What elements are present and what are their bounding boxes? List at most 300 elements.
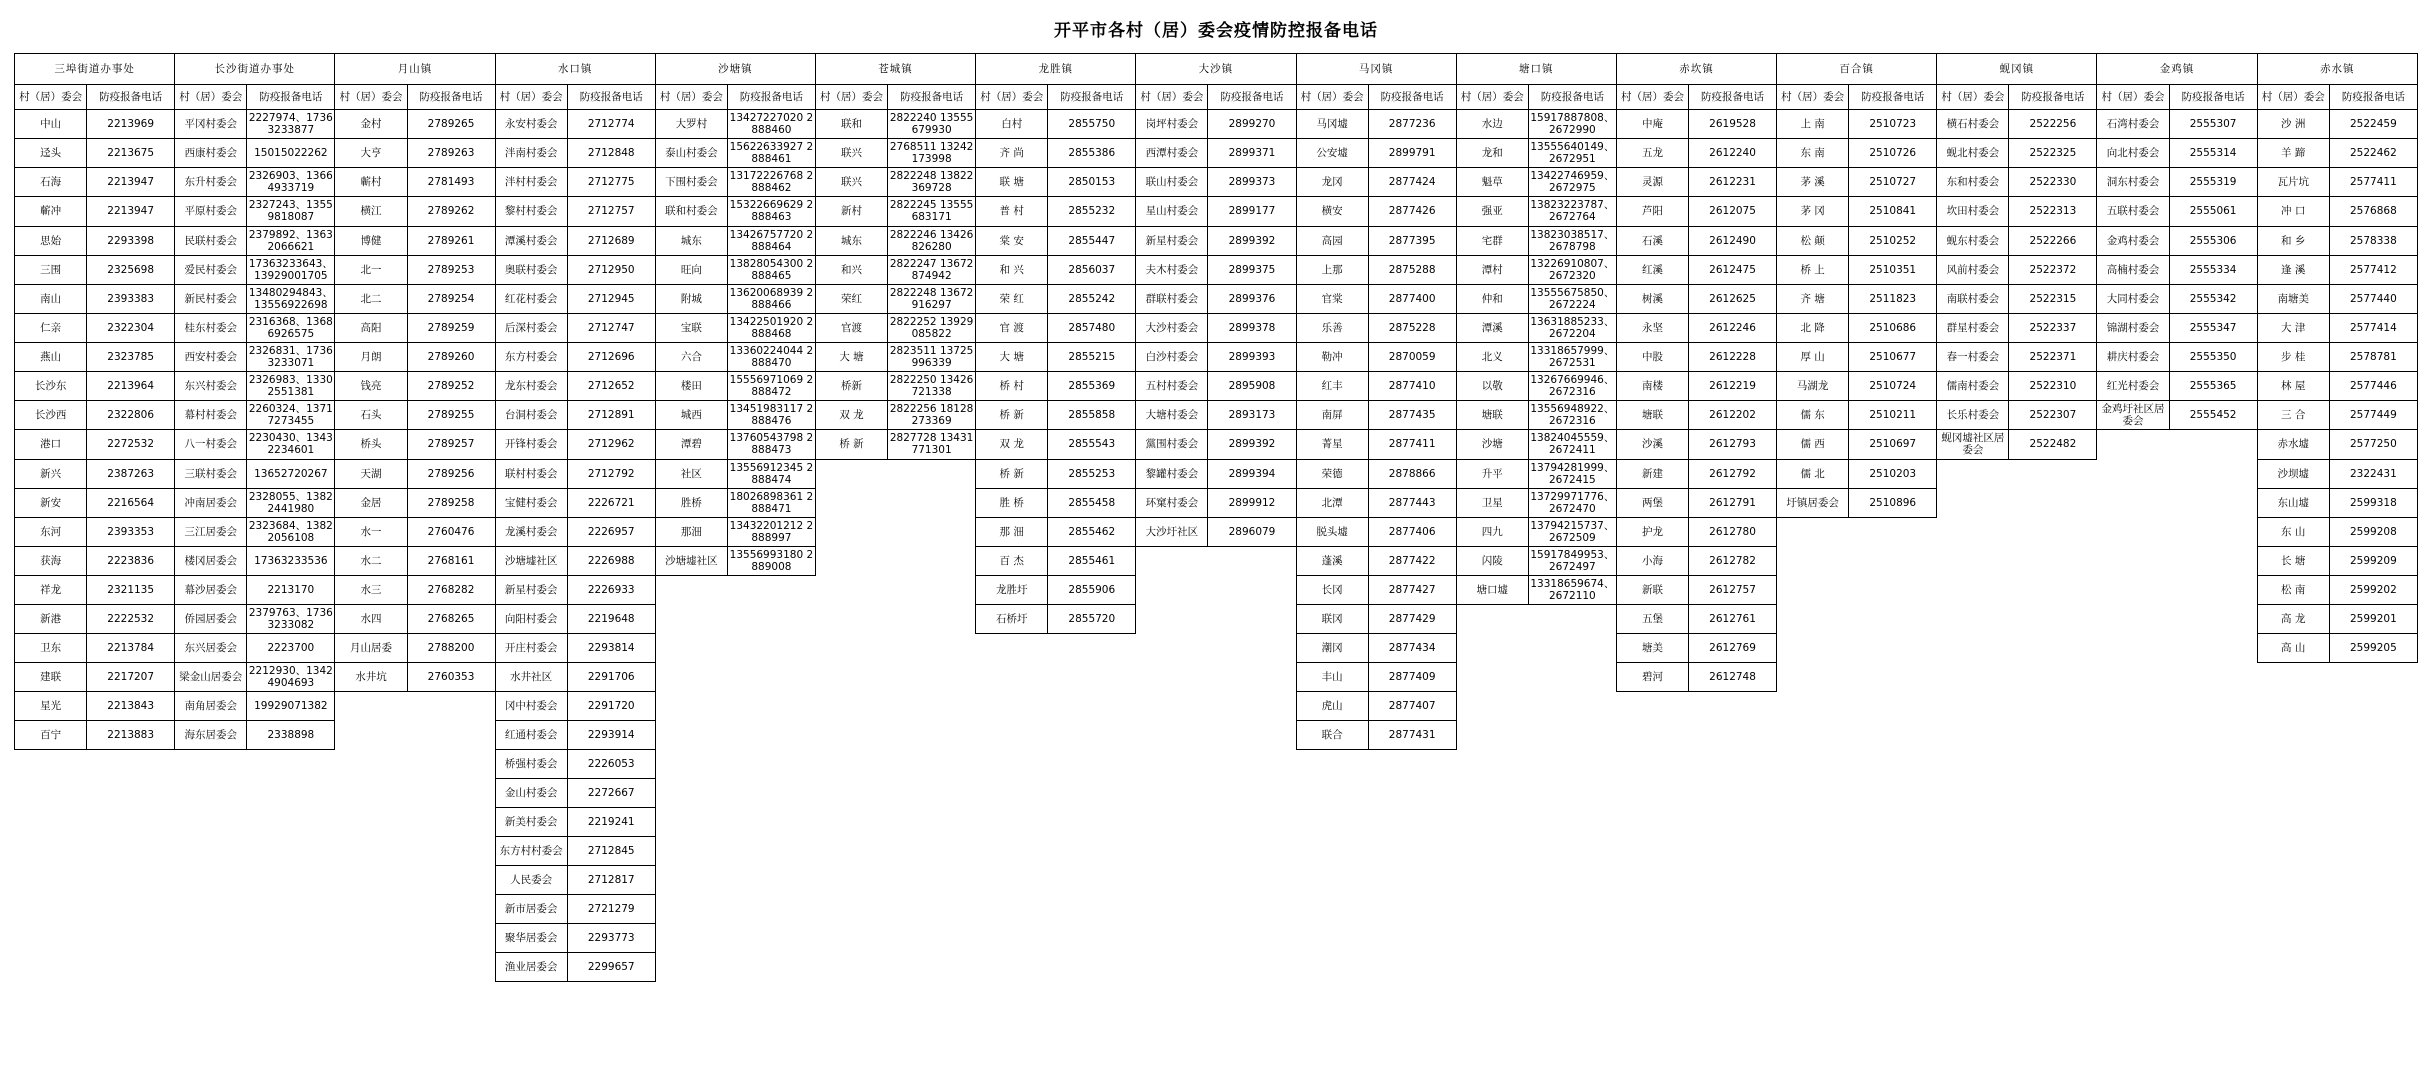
- village-name-cell: 那沺: [655, 517, 727, 546]
- empty-cell: [2169, 837, 2257, 866]
- village-name-cell: 后深村委会: [495, 313, 567, 342]
- empty-cell: [335, 750, 407, 779]
- empty-cell: [1777, 837, 1849, 866]
- village-name-cell: 红花村委会: [495, 284, 567, 313]
- empty-cell: [2097, 866, 2169, 895]
- village-phone-cell: 2899378: [1208, 313, 1296, 342]
- empty-cell: [1296, 750, 1368, 779]
- empty-cell: [655, 895, 727, 924]
- village-name-cell: 逢 溪: [2257, 255, 2329, 284]
- village-name-cell: 乐善: [1296, 313, 1368, 342]
- empty-cell: [2097, 924, 2169, 953]
- empty-cell: [407, 721, 495, 750]
- empty-cell: [976, 837, 1048, 866]
- empty-cell: [727, 837, 815, 866]
- village-phone-cell: 2322431: [2329, 459, 2417, 488]
- empty-cell: [1456, 779, 1528, 808]
- empty-cell: [407, 924, 495, 953]
- village-name-cell: 平冈村委会: [175, 110, 247, 139]
- village-name-cell: 龙胜圩: [976, 576, 1048, 605]
- village-name-cell: 东方村委会: [495, 343, 567, 372]
- village-phone-cell: 2522371: [2009, 343, 2097, 372]
- village-name-cell: 城东: [815, 226, 887, 255]
- village-name-cell: 东升村委会: [175, 168, 247, 197]
- village-name-cell: 附城: [655, 284, 727, 313]
- empty-cell: [1689, 837, 1777, 866]
- table-row: [15, 459, 2418, 488]
- village-name-cell: 泰山村委会: [655, 139, 727, 168]
- empty-cell: [2329, 750, 2417, 779]
- village-name-cell: 夫木村委会: [1136, 255, 1208, 284]
- village-name-cell: 荣 红: [976, 284, 1048, 313]
- village-phone-cell: 2216564: [87, 488, 175, 517]
- empty-cell: [407, 837, 495, 866]
- village-name-cell: 瓦片坑: [2257, 168, 2329, 197]
- village-name-cell: 东兴居委会: [175, 634, 247, 663]
- village-phone-cell: 13794215737、2672509: [1528, 517, 1616, 546]
- empty-cell: [1849, 663, 1937, 692]
- table-row: [15, 546, 2418, 575]
- village-phone-cell: 2855543: [1048, 430, 1136, 459]
- village-name-cell: 红通村委会: [495, 721, 567, 750]
- empty-cell: [1777, 663, 1849, 692]
- empty-cell: [1208, 779, 1296, 808]
- village-phone-cell: 2877434: [1368, 634, 1456, 663]
- empty-cell: [15, 866, 87, 895]
- village-name-cell: 社区: [655, 459, 727, 488]
- empty-cell: [888, 866, 976, 895]
- village-name-cell: 东河: [15, 517, 87, 546]
- village-name-cell: 星光: [15, 692, 87, 721]
- empty-cell: [1048, 808, 1136, 837]
- village-name-cell: 祥龙: [15, 576, 87, 605]
- village-phone-cell: 13824045559、2672411: [1528, 430, 1616, 459]
- village-name-cell: 松 南: [2257, 576, 2329, 605]
- village-name-cell: 蚬冈墟社区居委会: [1937, 430, 2009, 459]
- village-name-cell: 楼田: [655, 372, 727, 401]
- town-header: 马冈镇: [1296, 54, 1456, 85]
- village-phone-cell: 13555640149、2672951: [1528, 139, 1616, 168]
- table-row: [15, 168, 2418, 197]
- village-phone-cell: 2226721: [567, 488, 655, 517]
- village-name-cell: 树溪: [1616, 284, 1688, 313]
- village-phone-cell: 2291706: [567, 663, 655, 692]
- village-name-cell: 群联村委会: [1136, 284, 1208, 313]
- village-name-cell: 桥强村委会: [495, 750, 567, 779]
- village-name-cell: 冈中村委会: [495, 692, 567, 721]
- empty-cell: [1136, 866, 1208, 895]
- village-phone-cell: 2293773: [567, 924, 655, 953]
- empty-cell: [2009, 517, 2097, 546]
- column-header-name: 村（居）委会: [1937, 85, 2009, 110]
- empty-cell: [1849, 546, 1937, 575]
- column-header-name: 村（居）委会: [2257, 85, 2329, 110]
- village-name-cell: 西安村委会: [175, 343, 247, 372]
- village-name-cell: 儒 西: [1777, 430, 1849, 459]
- village-phone-cell: 2712962: [567, 430, 655, 459]
- village-phone-cell: 2226988: [567, 546, 655, 575]
- village-phone-cell: 13828054300 2888465: [727, 255, 815, 284]
- empty-cell: [1616, 895, 1688, 924]
- empty-cell: [2169, 721, 2257, 750]
- table-row: [15, 197, 2418, 226]
- village-phone-cell: 2522325: [2009, 139, 2097, 168]
- empty-cell: [1777, 605, 1849, 634]
- empty-cell: [2257, 895, 2329, 924]
- village-phone-cell: 2522459: [2329, 110, 2417, 139]
- empty-cell: [815, 866, 887, 895]
- village-name-cell: 幕沙居委会: [175, 576, 247, 605]
- empty-cell: [888, 721, 976, 750]
- village-phone-cell: 2555334: [2169, 255, 2257, 284]
- empty-cell: [1616, 779, 1688, 808]
- empty-cell: [976, 750, 1048, 779]
- empty-cell: [2329, 895, 2417, 924]
- empty-cell: [1528, 634, 1616, 663]
- village-name-cell: 北一: [335, 255, 407, 284]
- empty-cell: [1689, 808, 1777, 837]
- village-phone-cell: 2577412: [2329, 255, 2417, 284]
- table-row: [15, 343, 2418, 372]
- column-header-phone: 防疫报备电话: [247, 85, 335, 110]
- village-name-cell: 泮村村委会: [495, 168, 567, 197]
- village-phone-cell: 2323785: [87, 343, 175, 372]
- village-name-cell: 西潭村委会: [1136, 139, 1208, 168]
- village-phone-cell: 2510211: [1849, 401, 1937, 430]
- village-name-cell: 蚬北村委会: [1937, 139, 2009, 168]
- village-phone-cell: 2612748: [1689, 663, 1777, 692]
- village-name-cell: 芦阳: [1616, 197, 1688, 226]
- empty-cell: [175, 779, 247, 808]
- column-header-phone: 防疫报备电话: [2009, 85, 2097, 110]
- empty-cell: [1136, 576, 1208, 605]
- village-phone-cell: 2822247 13672874942: [888, 255, 976, 284]
- empty-cell: [888, 750, 976, 779]
- village-phone-cell: 2781493: [407, 168, 495, 197]
- village-name-cell: 高楠村委会: [2097, 255, 2169, 284]
- empty-cell: [1528, 866, 1616, 895]
- village-phone-cell: 2712848: [567, 139, 655, 168]
- village-phone-cell: 2612769: [1689, 634, 1777, 663]
- village-name-cell: 长沙西: [15, 401, 87, 430]
- village-phone-cell: 2393353: [87, 517, 175, 546]
- table-row: [15, 779, 2418, 808]
- village-phone-cell: 2316368、13686926575: [247, 313, 335, 342]
- village-name-cell: 普 村: [976, 197, 1048, 226]
- empty-cell: [2257, 779, 2329, 808]
- empty-cell: [2097, 634, 2169, 663]
- village-name-cell: 厚 山: [1777, 343, 1849, 372]
- village-phone-cell: 2612475: [1689, 255, 1777, 284]
- village-phone-cell: 2612792: [1689, 459, 1777, 488]
- empty-cell: [815, 488, 887, 517]
- village-name-cell: 平原村委会: [175, 197, 247, 226]
- table-row: [15, 750, 2418, 779]
- village-name-cell: 桥 新: [976, 459, 1048, 488]
- town-header: 水口镇: [495, 54, 655, 85]
- village-name-cell: 棠 安: [976, 226, 1048, 255]
- village-phone-cell: 13451983117 2888476: [727, 401, 815, 430]
- village-phone-cell: 2712747: [567, 313, 655, 342]
- empty-cell: [655, 779, 727, 808]
- village-phone-cell: 2789263: [407, 139, 495, 168]
- table-row: [15, 605, 2418, 634]
- village-phone-cell: 2855447: [1048, 226, 1136, 255]
- empty-cell: [1368, 837, 1456, 866]
- village-phone-cell: 2510677: [1849, 343, 1937, 372]
- column-header-name: 村（居）委会: [15, 85, 87, 110]
- table-row: [15, 372, 2418, 401]
- empty-cell: [1937, 634, 2009, 663]
- village-phone-cell: 13794281999、2672415: [1528, 459, 1616, 488]
- empty-cell: [2329, 837, 2417, 866]
- village-phone-cell: 2510697: [1849, 430, 1937, 459]
- empty-cell: [727, 953, 815, 982]
- village-name-cell: 北义: [1456, 343, 1528, 372]
- village-name-cell: 黨围村委会: [1136, 430, 1208, 459]
- village-name-cell: 胜 桥: [976, 488, 1048, 517]
- empty-cell: [2097, 605, 2169, 634]
- village-name-cell: 蓬溪: [1296, 546, 1368, 575]
- village-phone-cell: 2899177: [1208, 197, 1296, 226]
- empty-cell: [1296, 953, 1368, 982]
- empty-cell: [1456, 750, 1528, 779]
- empty-cell: [175, 895, 247, 924]
- empty-cell: [727, 895, 815, 924]
- village-phone-cell: 2522313: [2009, 197, 2097, 226]
- empty-cell: [888, 808, 976, 837]
- village-name-cell: 沙塘: [1456, 430, 1528, 459]
- village-phone-cell: 2293914: [567, 721, 655, 750]
- village-phone-cell: 2260324、13717273455: [247, 401, 335, 430]
- village-phone-cell: 2822248 13822369728: [888, 168, 976, 197]
- village-phone-cell: 2855215: [1048, 343, 1136, 372]
- village-name-cell: 桥 新: [815, 430, 887, 459]
- empty-cell: [815, 895, 887, 924]
- village-name-cell: 港口: [15, 430, 87, 459]
- village-phone-cell: 2223836: [87, 546, 175, 575]
- column-header-name: 村（居）委会: [815, 85, 887, 110]
- village-name-cell: 蘄村: [335, 168, 407, 197]
- village-phone-cell: 2322304: [87, 313, 175, 342]
- village-name-cell: 蚬东村委会: [1937, 226, 2009, 255]
- village-phone-cell: 2877236: [1368, 110, 1456, 139]
- empty-cell: [1849, 895, 1937, 924]
- village-name-cell: 新民村委会: [175, 284, 247, 313]
- column-header-name: 村（居）委会: [495, 85, 567, 110]
- empty-cell: [2097, 430, 2169, 459]
- table-row: [15, 808, 2418, 837]
- village-phone-cell: 2712652: [567, 372, 655, 401]
- empty-cell: [815, 808, 887, 837]
- village-name-cell: 茅 冈: [1777, 197, 1849, 226]
- village-name-cell: 联冈: [1296, 605, 1368, 634]
- empty-cell: [1528, 750, 1616, 779]
- village-name-cell: 环窠村委会: [1136, 488, 1208, 517]
- town-header: 塘口镇: [1456, 54, 1616, 85]
- village-name-cell: 南屏: [1296, 401, 1368, 430]
- table-row: [15, 139, 2418, 168]
- village-phone-cell: 2875228: [1368, 313, 1456, 342]
- village-name-cell: 宅群: [1456, 226, 1528, 255]
- empty-cell: [1208, 808, 1296, 837]
- empty-cell: [655, 953, 727, 982]
- empty-cell: [1937, 459, 2009, 488]
- empty-cell: [2329, 866, 2417, 895]
- village-name-cell: 五村村委会: [1136, 372, 1208, 401]
- empty-cell: [888, 895, 976, 924]
- village-phone-cell: 2712774: [567, 110, 655, 139]
- empty-cell: [2097, 546, 2169, 575]
- village-phone-cell: 2823511 13725996339: [888, 343, 976, 372]
- empty-cell: [1616, 808, 1688, 837]
- village-name-cell: 新村: [815, 197, 887, 226]
- village-name-cell: 五联村委会: [2097, 197, 2169, 226]
- village-name-cell: 大 塘: [976, 343, 1048, 372]
- village-phone-cell: 2789262: [407, 197, 495, 226]
- empty-cell: [655, 808, 727, 837]
- village-phone-cell: 13318659674、2672110: [1528, 576, 1616, 605]
- empty-cell: [1296, 895, 1368, 924]
- empty-cell: [1048, 779, 1136, 808]
- empty-cell: [2097, 895, 2169, 924]
- empty-cell: [1937, 924, 2009, 953]
- empty-cell: [815, 517, 887, 546]
- empty-cell: [655, 721, 727, 750]
- village-name-cell: 上 南: [1777, 110, 1849, 139]
- village-name-cell: 东 南: [1777, 139, 1849, 168]
- empty-cell: [1937, 517, 2009, 546]
- empty-cell: [1777, 866, 1849, 895]
- empty-cell: [2169, 663, 2257, 692]
- empty-cell: [2169, 750, 2257, 779]
- village-name-cell: 齐 塘: [1777, 284, 1849, 313]
- empty-cell: [15, 808, 87, 837]
- empty-cell: [335, 808, 407, 837]
- village-name-cell: 冲 口: [2257, 197, 2329, 226]
- empty-cell: [1777, 517, 1849, 546]
- empty-cell: [247, 808, 335, 837]
- empty-cell: [2257, 663, 2329, 692]
- column-header-phone: 防疫报备电话: [1368, 85, 1456, 110]
- town-header: 赤坎镇: [1616, 54, 1776, 85]
- village-name-cell: 洞东村委会: [2097, 168, 2169, 197]
- village-name-cell: 金鸡圩社区居委会: [2097, 401, 2169, 430]
- empty-cell: [2009, 546, 2097, 575]
- empty-cell: [1777, 895, 1849, 924]
- empty-cell: [1368, 750, 1456, 779]
- village-phone-cell: 2877407: [1368, 692, 1456, 721]
- village-name-cell: 龙东村委会: [495, 372, 567, 401]
- village-phone-cell: 2856037: [1048, 255, 1136, 284]
- village-phone-cell: 2599201: [2329, 605, 2417, 634]
- empty-cell: [888, 517, 976, 546]
- village-name-cell: 菁星: [1296, 430, 1368, 459]
- empty-cell: [2097, 576, 2169, 605]
- village-phone-cell: 2788200: [407, 634, 495, 663]
- empty-cell: [2329, 721, 2417, 750]
- table-row: [15, 226, 2418, 255]
- empty-cell: [1048, 692, 1136, 721]
- empty-cell: [1616, 924, 1688, 953]
- column-header-phone: 防疫报备电话: [1208, 85, 1296, 110]
- village-phone-cell: 15622633927 2888461: [727, 139, 815, 168]
- empty-cell: [1048, 634, 1136, 663]
- village-phone-cell: 2877429: [1368, 605, 1456, 634]
- village-name-cell: 石海: [15, 168, 87, 197]
- empty-cell: [15, 837, 87, 866]
- empty-cell: [2329, 779, 2417, 808]
- village-name-cell: 桥 上: [1777, 255, 1849, 284]
- town-header: 沙塘镇: [655, 54, 815, 85]
- village-name-cell: 以敬: [1456, 372, 1528, 401]
- village-name-cell: 永坚: [1616, 313, 1688, 342]
- village-phone-cell: 2877435: [1368, 401, 1456, 430]
- village-phone-cell: 2577449: [2329, 401, 2417, 430]
- empty-cell: [1136, 837, 1208, 866]
- village-name-cell: 东兴村委会: [175, 372, 247, 401]
- village-name-cell: 新星村委会: [1136, 226, 1208, 255]
- town-header: 苍城镇: [815, 54, 975, 85]
- empty-cell: [1208, 692, 1296, 721]
- village-phone-cell: 2855253: [1048, 459, 1136, 488]
- empty-cell: [1296, 808, 1368, 837]
- empty-cell: [2009, 634, 2097, 663]
- empty-cell: [815, 721, 887, 750]
- empty-cell: [1048, 721, 1136, 750]
- village-phone-cell: 2789253: [407, 255, 495, 284]
- column-header-phone: 防疫报备电话: [1849, 85, 1937, 110]
- village-phone-cell: 2855458: [1048, 488, 1136, 517]
- village-phone-cell: 2555314: [2169, 139, 2257, 168]
- empty-cell: [1048, 837, 1136, 866]
- village-phone-cell: 13318657999、2672531: [1528, 343, 1616, 372]
- empty-cell: [2009, 808, 2097, 837]
- empty-cell: [1136, 721, 1208, 750]
- empty-cell: [2097, 953, 2169, 982]
- village-phone-cell: 2227974、17363233877: [247, 110, 335, 139]
- village-phone-cell: 2510726: [1849, 139, 1937, 168]
- empty-cell: [1136, 546, 1208, 575]
- village-name-cell: 水一: [335, 517, 407, 546]
- village-phone-cell: 15917887808、2672990: [1528, 110, 1616, 139]
- empty-cell: [815, 546, 887, 575]
- column-header-name: 村（居）委会: [1616, 85, 1688, 110]
- village-phone-cell: 2510686: [1849, 313, 1937, 342]
- village-phone-cell: 13422501920 2888468: [727, 313, 815, 342]
- empty-cell: [1208, 837, 1296, 866]
- empty-cell: [1937, 750, 2009, 779]
- village-name-cell: 潭村: [1456, 255, 1528, 284]
- empty-cell: [407, 953, 495, 982]
- village-name-cell: 和兴: [815, 255, 887, 284]
- empty-cell: [727, 576, 815, 605]
- empty-cell: [87, 866, 175, 895]
- empty-cell: [87, 779, 175, 808]
- village-phone-cell: 2522266: [2009, 226, 2097, 255]
- village-phone-cell: 2555307: [2169, 110, 2257, 139]
- village-name-cell: 圩镇居委会: [1777, 488, 1849, 517]
- empty-cell: [335, 779, 407, 808]
- village-phone-cell: 2789260: [407, 343, 495, 372]
- village-name-cell: 下围村委会: [655, 168, 727, 197]
- village-name-cell: 宝健村委会: [495, 488, 567, 517]
- empty-cell: [1208, 866, 1296, 895]
- empty-cell: [87, 750, 175, 779]
- village-name-cell: 大亨: [335, 139, 407, 168]
- village-phone-cell: 2768282: [407, 576, 495, 605]
- town-header: 金鸡镇: [2097, 54, 2257, 85]
